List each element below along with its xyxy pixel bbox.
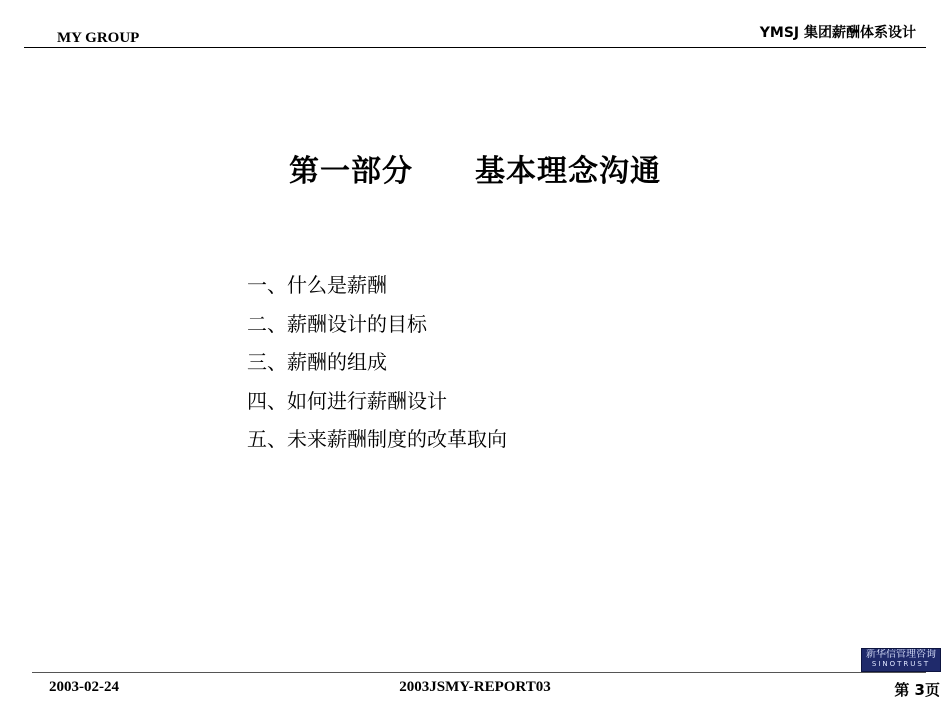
- slide-title-part: 第一部分: [289, 154, 413, 189]
- header-company: MY GROUP: [57, 30, 140, 46]
- logo-text: 新华信管理咨询: [866, 649, 936, 660]
- toc-item: 五、未来薪酬制度的改革取向: [247, 427, 507, 451]
- footer-divider: [32, 672, 926, 673]
- footer-page-number: 第 3页: [894, 681, 940, 699]
- footer-date: 2003-02-24: [49, 679, 119, 695]
- header-document-title: YMSJ 集团薪酬体系设计: [759, 25, 916, 41]
- toc-item: 一、什么是薪酬: [247, 273, 387, 297]
- footer-report-id: 2003JSMY-REPORT03: [399, 679, 551, 695]
- slide-title-main: 基本理念沟通: [475, 154, 661, 189]
- slide-title: [0, 146, 950, 190]
- toc-item: 三、薪酬的组成: [247, 350, 387, 374]
- table-of-contents: [247, 266, 507, 459]
- toc-item: 二、薪酬设计的目标: [247, 311, 427, 336]
- toc-item: 四、如何进行薪酬设计: [247, 388, 447, 413]
- company-logo: [861, 648, 941, 672]
- logo-subtext: SINOTRUST: [871, 660, 931, 668]
- header-divider: [24, 47, 926, 48]
